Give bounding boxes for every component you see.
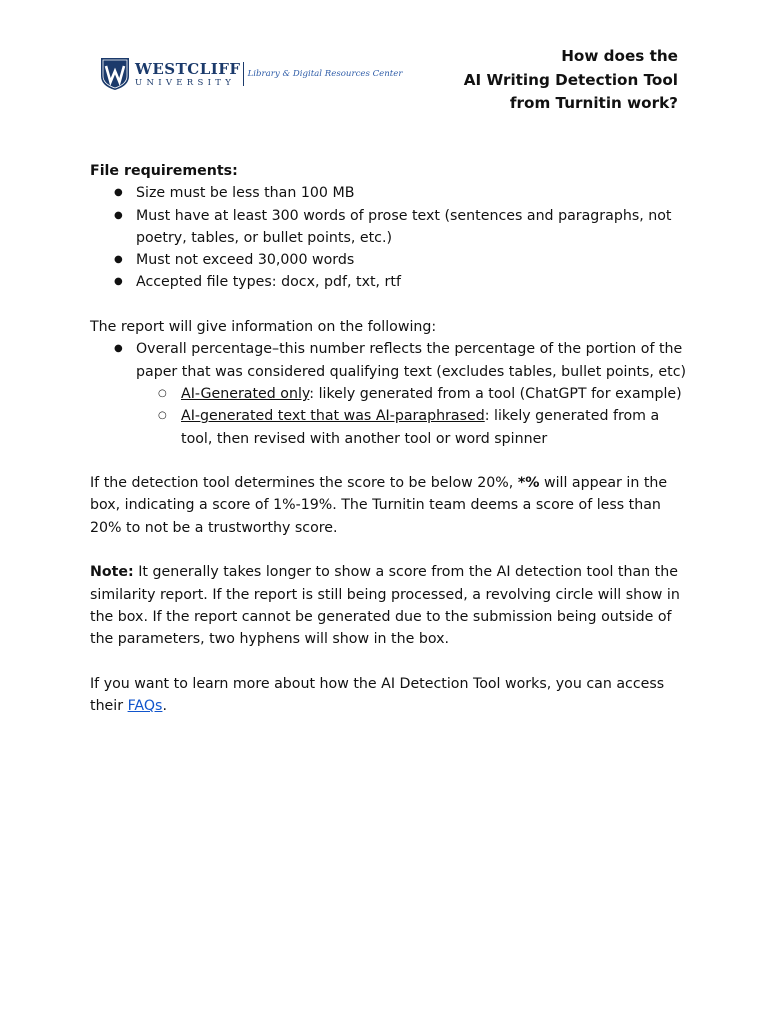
list-item: ● Must not exceed 30,000 words [90,249,690,271]
note-paragraph [90,561,690,650]
overall-percentage-text: Overall percentage–this number reflects the percentage of the portion of the paper that was considered qualifying text (excludes tables, bullet points, etc) [136,341,687,380]
title-line: AI Writing Detection Tool [463,70,678,89]
report-list [90,338,690,449]
shield-logo-icon [100,57,130,91]
page-title [464,45,678,116]
logo-tagline: Library & Digital Resources Center [247,69,403,79]
score-symbol: *% [517,475,540,492]
title-line: from Turnitin work? [509,94,678,112]
sub-list-item [136,383,690,405]
file-requirements-list [90,182,690,293]
logo-subtitle: UNIVERSITY [135,77,236,88]
note-label: Note: [90,564,134,581]
sub-item-text: : likely generated from a tool, then revised with another tool or word spinner [181,408,660,447]
logo-divider [243,62,244,86]
document-body [90,160,690,717]
faq-text-before: If you want to learn more about how the AI Detection Tool works, you can access their [90,675,665,715]
list-item: ● Size must be less than 100 MB [90,182,690,204]
faq-text-after: . [162,698,167,715]
score-text-after: will appear in the box, indicating a score of 1%-19%. The Turnitin team deems a score of less than 20% to not be a trustworthy score. [90,475,668,536]
note-text: It generally takes longer to show a score from the AI detection tool than the similarity report. If the report is still being processed, a revolving circle will show in the box. If the report cannot be generated due to the submission being outside of the parameters, two hyphens will show in the box. [90,564,680,648]
westcliff-logo [100,56,402,92]
file-requirements-heading: File requirements: [90,163,238,179]
list-item [90,338,690,449]
faqs-link[interactable]: FAQs [127,698,163,715]
sub-item-text: : likely generated from a tool (ChatGPT for example) [309,385,682,402]
report-sublist [136,383,690,450]
title-line: How does the [561,47,678,65]
faq-paragraph [90,673,690,718]
score-paragraph [90,472,690,539]
list-item: ● Accepted file types: docx, pdf, txt, rtf [90,271,690,293]
list-item: ● Must have at least 300 words of prose text (sentences and paragraphs, not poetry, tables, or bullet points, etc.) [90,205,690,250]
sub-item-label: AI-Generated only [181,385,310,402]
sub-item-label: AI-generated text that was AI-paraphrased [181,408,485,425]
logo-wordmark [135,61,241,88]
logo-name: WESTCLIFF [135,59,241,78]
report-intro: The report will give information on the following: [90,319,437,336]
sub-list-item [136,405,690,450]
score-text-before: If the detection tool determines the score to be below 20%, [90,475,518,492]
